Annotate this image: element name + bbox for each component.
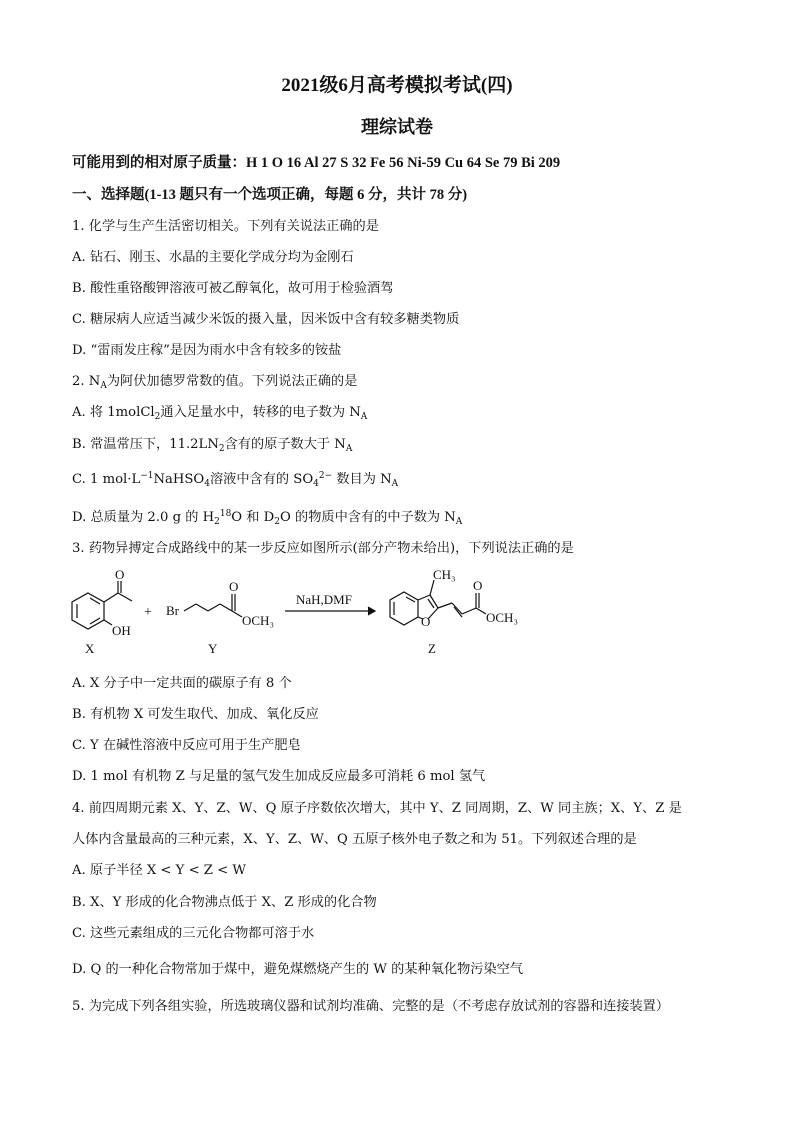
q1-stem: 1. 化学与生产生活密切相关。下列有关说法正确的是 [72, 219, 379, 234]
q1-option-a: A. 钻石、刚玉、水晶的主要化学成分均为金刚石 [72, 250, 354, 265]
q3-option-d: D. 1 mol 有机物 Z 与足量的氢气发生加成反应最多可消耗 6 mol 氢气 [72, 769, 486, 784]
reaction-scheme [60, 562, 580, 662]
q1-option-d: D. “雷雨发庄稼”是因为雨水中含有较多的铵盐 [72, 343, 342, 358]
q3-option-b: B. 有机物 X 可发生取代、加成、氧化反应 [72, 707, 319, 722]
q3-stem: 3. 药物异搏定合成路线中的某一步反应如图所示(部分产物未给出)，下列说法正确的是 [72, 541, 574, 556]
q2-option-a: A. 将 1molCl$_2$通入足量水中，转移的电子数为 $N_A$ [72, 405, 368, 422]
x-carbonyl-o: O [115, 567, 125, 582]
q1-option-c: C. 糖尿病人应适当减少米饭的摄入量，因米饭中含有较多糖类物质 [72, 312, 460, 327]
atomic-masses-line: 可能用到的相对原子质量：H 1 O 16 Al 27 S 32 Fe 56 Ni-59 Cu 64 Se 79 Bi 209 [72, 155, 561, 171]
q4-option-c: C. 这些元素组成的三元化合物都可溶于水 [72, 926, 315, 941]
q1-option-b: B. 酸性重铬酸钾溶液可被乙醇氧化，故可用于检验酒驾 [72, 281, 394, 296]
y-carbonyl-o: O [229, 579, 239, 594]
q2-option-b: B. 常温常压下，$11.2LN_2$含有的原子数大于 $N_A$ [72, 437, 353, 454]
section-header: 一、选择题(1-13 题只有一个选项正确，每题 6 分，共计 78 分) [72, 187, 468, 203]
q3-option-c: C. Y 在碱性溶液中反应可用于生产肥皂 [72, 738, 301, 753]
z-carbonyl-o: O [473, 578, 483, 593]
q4-stem-line2: 人体内含量最高的三种元素，X、Y、Z、W、Q 五原子核外电子数之和为 51。下列叙述合理的是 [72, 832, 637, 847]
exam-title: 2021级6月高考模拟考试(四) [281, 75, 513, 96]
q2-option-d: D. 总质量为 2.0 g 的 $H_2^{18}O$ 和 $D_2O$ 的物质中含有的中子数为 $N_A$ [72, 509, 463, 527]
x-oh-label: OH [112, 623, 131, 638]
reagent-label: NaH,DMF [296, 592, 352, 607]
label-z: Z [428, 641, 436, 656]
q3-option-a: A. X 分子中一定共面的碳原子有 8 个 [72, 676, 292, 691]
q4-stem-line1: 4. 前四周期元素 X、Y、Z、W、Q 原子序数依次增大，其中 Y、Z 同周期，Z、W 同主族；X、Y、Z 是 [72, 801, 682, 816]
label-y: Y [208, 641, 218, 656]
q4-option-d: D. Q 的一种化合物常加于煤中，避免煤燃烧产生的 W 的某种氧化物污染空气 [72, 962, 524, 977]
y-och3-label: OCH₃ [242, 613, 274, 628]
y-br-label: Br [166, 603, 179, 618]
q2-stem: 2. $N_A$为阿伏加德罗常数的值。下列说法正确的是 [72, 374, 358, 391]
q5-stem: 5. 为完成下列各组实验，所选玻璃仪器和试剂均准确、完整的是（不考虑存放试剂的容器和连接装置） [72, 999, 670, 1014]
exam-subtitle: 理综试卷 [361, 117, 433, 137]
q2-option-c: C. 1 $mol\cdot L^{-1}NaHSO_4$溶液中含有的 $SO_4^{2-}$ 数目为 $N_A$ [72, 471, 399, 489]
label-x: X [85, 641, 95, 656]
plus-sign: + [144, 605, 152, 620]
q4-option-b: B. X、Y 形成的化合物沸点低于 X、Z 形成的化合物 [72, 895, 377, 910]
z-ch3-label: CH₃ [433, 567, 456, 582]
q4-option-a: A. 原子半径 X < Y < Z < W [72, 863, 246, 878]
z-ring-o: O [421, 614, 431, 629]
z-och3-label: OCH₃ [486, 610, 518, 625]
